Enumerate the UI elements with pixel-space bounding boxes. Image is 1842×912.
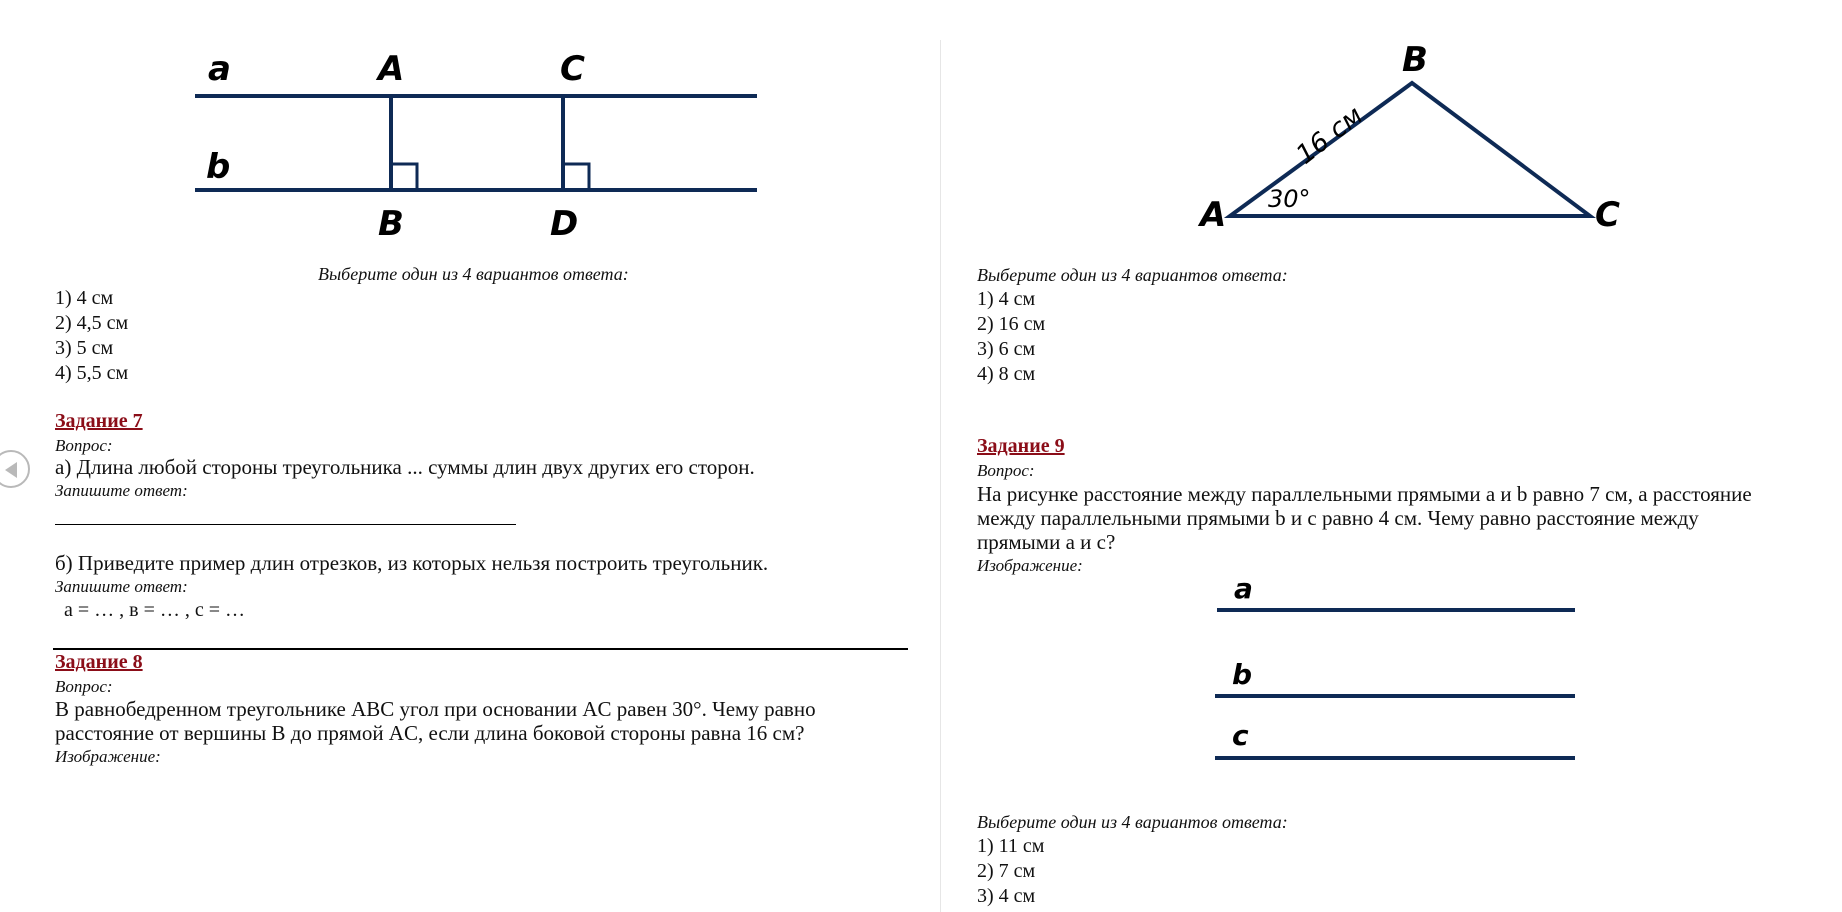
task-9-title[interactable]: Задание 9: [977, 435, 1065, 457]
answer-prompt-q9: Выберите один из 4 вариантов ответа:: [977, 812, 1288, 832]
answer-option[interactable]: 3) 6 см: [977, 338, 1036, 360]
answer-option[interactable]: 2) 16 см: [977, 313, 1046, 335]
task-9-text-line-1: На рисунке расстояние между параллельными прямыми a и b равно 7 см, а расстояние: [977, 482, 1752, 506]
label-point-A: A: [378, 49, 405, 89]
label-line-b: b: [206, 147, 231, 187]
answer-option[interactable]: 3) 4 см: [977, 885, 1036, 907]
task-8-text-line-1: В равнобедренном треугольнике ABC угол при основании AC равен 30°. Чему равно: [55, 697, 816, 721]
answer-option[interactable]: 4) 5,5 см: [55, 362, 129, 384]
label-point-B: B: [378, 204, 404, 244]
label-point-D: D: [550, 204, 579, 244]
label-side-ab: 16 см: [1290, 100, 1369, 171]
label-line-a: a: [208, 49, 231, 89]
answer-prompt-q6: Выберите один из 4 вариантов ответа:: [318, 264, 629, 284]
section-separator: [53, 648, 908, 650]
task-7-answer-label-a: Запишите ответ:: [55, 481, 188, 500]
label-angle-a: 30°: [1268, 185, 1311, 213]
task-7-title[interactable]: Задание 7: [55, 410, 143, 432]
task-9-question-label: Вопрос:: [977, 461, 1035, 480]
task-9-text-line-3: прямыми a и c?: [977, 530, 1116, 554]
answer-option[interactable]: 1) 11 см: [977, 835, 1045, 857]
task-8-question-label: Вопрос:: [55, 677, 113, 696]
task-7-part-b: б) Приведите пример длин отрезков, из которых нельзя построить треугольник.: [55, 551, 769, 575]
right-angle-mark-D: [563, 164, 589, 190]
answer-option[interactable]: 2) 7 см: [977, 860, 1036, 882]
label-point-C: C: [560, 49, 585, 89]
task-8-image-label: Изображение:: [55, 747, 161, 766]
back-button[interactable]: [0, 450, 30, 488]
column-divider: [940, 40, 941, 912]
answer-options-q9: [977, 834, 1044, 909]
task-8-title[interactable]: Задание 8: [55, 651, 143, 673]
answer-option[interactable]: 3) 5 см: [55, 337, 114, 359]
right-angle-mark-B: [391, 164, 417, 190]
task-8-text-line-2: расстояние от вершины B до прямой AC, если длина боковой стороны равна 16 см?: [55, 721, 805, 745]
chevron-left-icon: [4, 461, 18, 479]
label-vertex-A: A: [1200, 195, 1227, 235]
task-7-part-a: а) Длина любой стороны треугольника ... суммы длин двух других его сторон.: [55, 455, 755, 479]
label-vertex-C: C: [1595, 195, 1620, 235]
answer-options-q8: [977, 287, 1045, 387]
answer-prompt-q8: Выберите один из 4 вариантов ответа:: [977, 265, 1288, 285]
label-vertex-B: B: [1402, 40, 1428, 80]
answer-option[interactable]: 4) 8 см: [977, 363, 1036, 385]
figure-parallel-perpendiculars: [190, 40, 770, 250]
answer-option[interactable]: 1) 4 см: [55, 287, 114, 309]
label-line-b: b: [1232, 658, 1253, 691]
label-line-a: a: [1234, 572, 1253, 605]
task-7-answer-template[interactable]: а = … , в = … , с = …: [64, 599, 246, 621]
task-9-image-label: Изображение:: [977, 556, 1083, 575]
task-7-answer-label-b: Запишите ответ:: [55, 577, 188, 596]
answer-options-q6: [55, 286, 128, 386]
figure-triangle-abc: [1180, 35, 1620, 245]
answer-input-line[interactable]: [55, 524, 516, 525]
answer-option[interactable]: 2) 4,5 см: [55, 312, 129, 334]
figure-three-parallel-lines: [1210, 570, 1590, 770]
task-7-question-label: Вопрос:: [55, 436, 113, 455]
label-line-c: c: [1232, 719, 1249, 752]
task-9-text-line-2: между параллельными прямыми b и c равно 4 см. Чему равно расстояние между: [977, 506, 1699, 530]
answer-option[interactable]: 1) 4 см: [977, 288, 1036, 310]
